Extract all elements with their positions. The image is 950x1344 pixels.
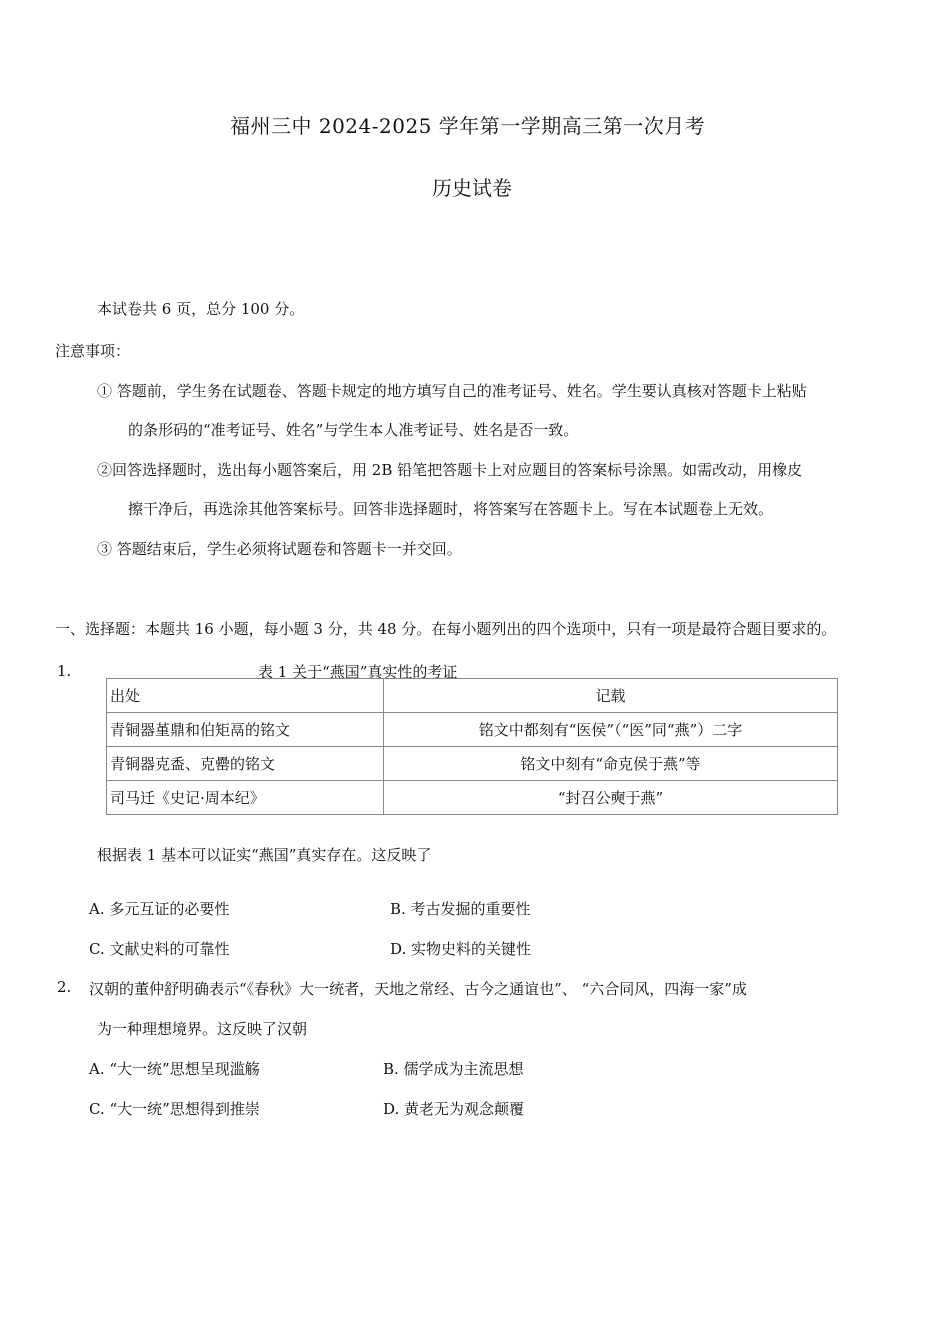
table-row [107,713,838,747]
table-header-record: 记载 [384,679,838,713]
question-2-number: 2. [57,978,72,996]
exam-summary: 本试卷共 6 页，总分 100 分。 [97,300,305,318]
table-row [107,781,838,815]
question-2-stem-line-2: 为一种理想境界。这反映了汉朝 [97,1020,308,1038]
notice-3-line-1: ③ 答题结束后，学生必须将试题卷和答题卡一并交回。 [97,540,462,558]
question-1-option-c: C. 文献史料的可靠性 [89,940,230,958]
table-row [107,747,838,781]
table-header-row [107,679,838,713]
question-2-option-d: D. 黄老无为观念颠覆 [383,1100,525,1118]
notice-2-line-1: ②回答选择题时，选出每小题答案后，用 2B 铅笔把答题卡上对应题目的答案标号涂黑。如需改动，用橡皮 [97,461,803,479]
table-cell-source: 司马迁《史记·周本纪》 [107,781,384,815]
notice-2-line-2: 擦干净后，再选涂其他答案标号。回答非选择题时，将答案写在答题卡上。写在本试题卷上无效。 [128,500,774,518]
evidence-table [106,678,838,815]
table-cell-source: 青铜器克盉、克罍的铭文 [107,747,384,781]
table-cell-record: 铭文中刻有“命克侯于燕”等 [384,747,838,781]
notice-heading: 注意事项： [55,342,131,360]
question-2-option-c: C. “大一统”思想得到推崇 [89,1100,260,1118]
table-header-source: 出处 [107,679,384,713]
exam-title: 福州三中 2024-2025 学年第一学期高三第一次月考 [230,114,706,138]
question-1-option-d: D. 实物史料的关键性 [390,940,532,958]
question-1-number: 1. [57,662,72,680]
exam-subtitle: 历史试卷 [432,176,512,200]
question-2-stem-line-1: 汉朝的董仲舒明确表示“《春秋》大一统者，天地之常经、古今之通谊也”、 “六合同风，四海一家”成 [89,980,747,998]
question-1-option-a: A. 多元互证的必要性 [89,900,230,918]
notice-1-line-2: 的条形码的“准考证号、姓名”与学生本人准考证号、姓名是否一致。 [128,421,579,439]
question-1-option-b: B. 考古发掘的重要性 [390,900,531,918]
notice-1-line-1: ① 答题前，学生务在试题卷、答题卡规定的地方填写自己的准考证号、姓名。学生要认真核对答题卡上粘贴 [97,382,807,400]
section-1-heading: 一、选择题：本题共 16 小题，每小题 3 分，共 48 分。在每小题列出的四个选项中，只有一项是最符合题目要求的。 [55,620,837,638]
table-cell-record: 铭文中都刻有“医侯”（“医”同“燕”）二字 [384,713,838,747]
table-cell-source: 青铜器堇鼎和伯矩鬲的铭文 [107,713,384,747]
table-1-caption: 表 1 关于“燕国”真实性的考证 [258,663,458,681]
question-2-option-a: A. “大一统”思想呈现滥觞 [89,1060,260,1078]
question-2-option-b: B. 儒学成为主流思想 [383,1060,524,1078]
table-cell-record: “封召公奭于燕” [384,781,838,815]
question-1-stem: 根据表 1 基本可以证实“燕国”真实存在。这反映了 [97,846,432,864]
